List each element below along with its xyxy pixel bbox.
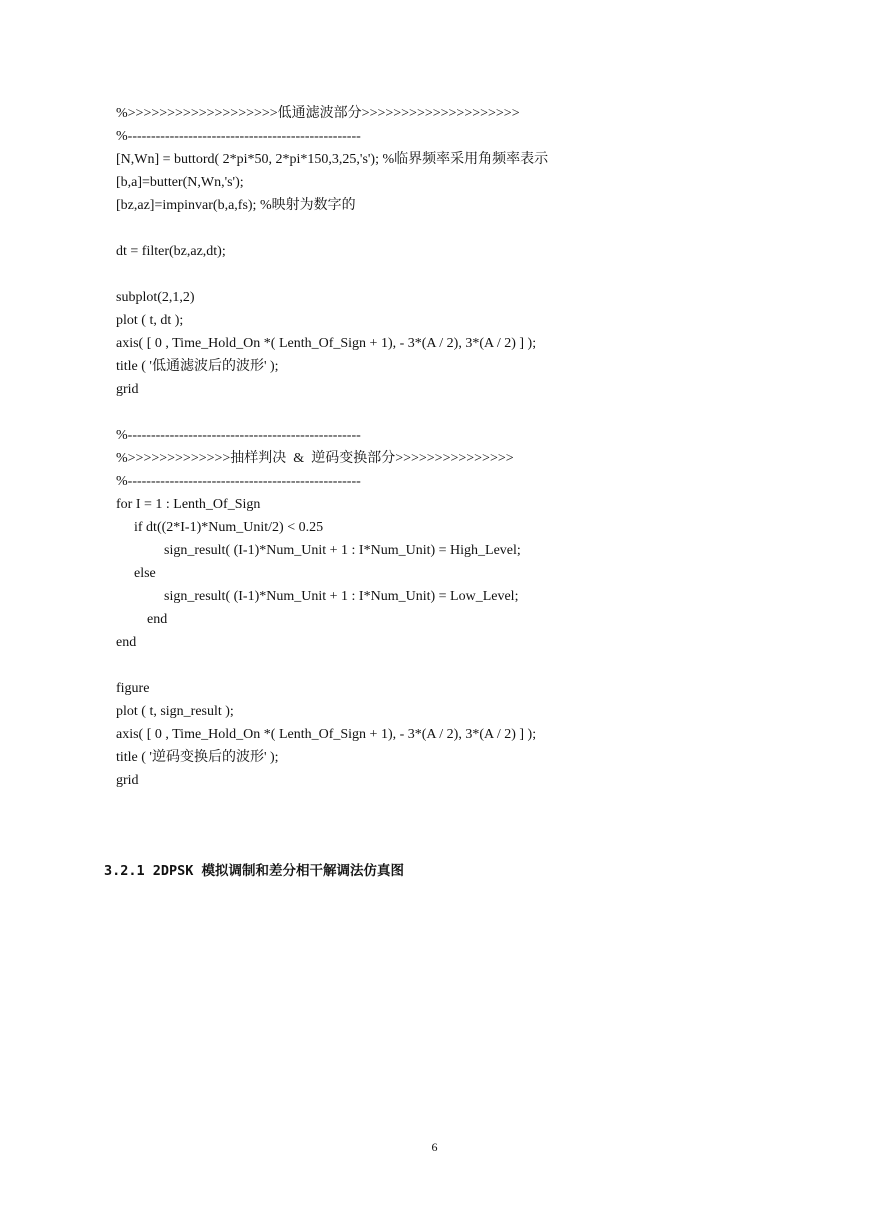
code-line: %>>>>>>>>>>>>>>>>>>>低通滤波部分>>>>>>>>>>>>>>>>>>>> xyxy=(116,106,520,121)
code-line: title ( '低通滤波后的波形' ); xyxy=(116,359,279,374)
code-line: %-------------------------------------------------- xyxy=(116,474,361,489)
matlab-code-block xyxy=(116,102,816,792)
code-line: %-------------------------------------------------- xyxy=(116,129,361,144)
code-line: sign_result( (I-1)*Num_Unit + 1 : I*Num_Unit) = Low_Level; xyxy=(164,589,519,604)
page-number: 6 xyxy=(431,1140,438,1154)
code-line: if dt((2*I-1)*Num_Unit/2) < 0.25 xyxy=(134,520,324,535)
code-line: grid xyxy=(116,773,139,788)
code-line: figure xyxy=(116,681,150,696)
code-line: else xyxy=(134,566,156,581)
code-line: [bz,az]=impinvar(b,a,fs); %映射为数字的 xyxy=(116,198,356,213)
code-line: %-------------------------------------------------- xyxy=(116,428,361,443)
code-line: dt = filter(bz,az,dt); xyxy=(116,244,226,259)
code-line: [b,a]=butter(N,Wn,'s'); xyxy=(116,175,244,190)
code-line: grid xyxy=(116,382,139,397)
code-line: plot ( t, sign_result ); xyxy=(116,704,234,719)
code-line: for I = 1 : Lenth_Of_Sign xyxy=(116,497,261,512)
section-heading: 3.2.1 2DPSK 模拟调制和差分相干解调法仿真图 xyxy=(104,863,405,879)
code-line: title ( '逆码变换后的波形' ); xyxy=(116,750,279,765)
code-line xyxy=(116,401,816,424)
code-line: %>>>>>>>>>>>>>抽样判决 & 逆码变换部分>>>>>>>>>>>>>>> xyxy=(116,451,514,466)
code-line: end xyxy=(147,612,168,627)
code-line: end xyxy=(116,635,137,650)
code-line: plot ( t, dt ); xyxy=(116,313,184,328)
code-line: [N,Wn] = buttord( 2*pi*50, 2*pi*150,3,25,'s'); %临界频率采用角频率表示 xyxy=(116,152,549,167)
code-line xyxy=(116,654,816,677)
code-line: sign_result( (I-1)*Num_Unit + 1 : I*Num_Unit) = High_Level; xyxy=(164,543,521,558)
code-line: axis( [ 0 , Time_Hold_On *( Lenth_Of_Sign + 1), - 3*(A / 2), 3*(A / 2) ] ); xyxy=(116,727,537,742)
code-line xyxy=(116,263,816,286)
code-line: axis( [ 0 , Time_Hold_On *( Lenth_Of_Sign + 1), - 3*(A / 2), 3*(A / 2) ] ); xyxy=(116,336,537,351)
code-line: subplot(2,1,2) xyxy=(116,290,195,305)
code-line xyxy=(116,217,816,240)
